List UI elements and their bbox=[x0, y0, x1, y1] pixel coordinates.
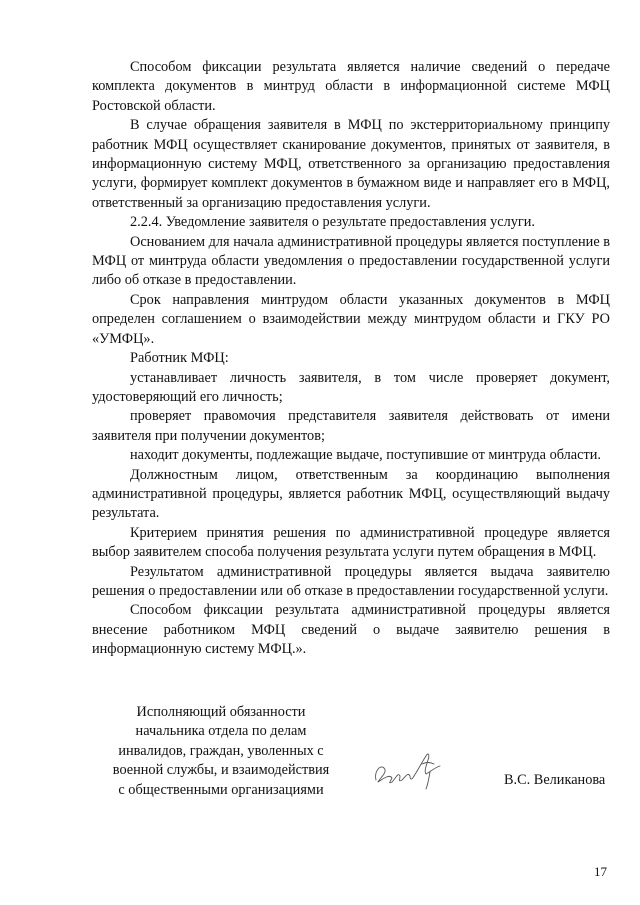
list-item: проверяет правомочия представителя заявителя действовать от имени заявителя при получении документов; bbox=[92, 408, 610, 444]
signatory-position bbox=[108, 703, 334, 800]
signer-name: В.С. Великанова bbox=[504, 772, 606, 788]
paragraph: Должностным лицом, ответственным за координацию выполнения административной процедуры, является работник МФЦ, осуществляющий выдачу результата. bbox=[92, 466, 610, 522]
page-number: 17 bbox=[594, 864, 607, 879]
section-heading: 2.2.4. Уведомление заявителя о результате предоставления услуги. bbox=[130, 214, 535, 231]
document-body bbox=[92, 58, 610, 660]
paragraph: Результатом административной процедуры является выдача заявителю решения о предоставлении или об отказе в предоставлении государственной услуги. bbox=[92, 563, 610, 599]
position-line: с общественными организациями bbox=[118, 781, 324, 798]
paragraph: Способом фиксации результата является наличие сведений о передаче комплекта документов в минтруд области в информационной системе МФЦ Ростовской области. bbox=[92, 59, 610, 114]
list-item: находит документы, подлежащие выдаче, поступившие от минтруда области. bbox=[130, 447, 601, 464]
position-line: военной службы, и взаимодействия bbox=[112, 762, 330, 779]
paragraph: Способом фиксации результата административной процедуры является внесение работником МФЦ сведений о выдаче заявителю решения в информационную систему МФЦ.». bbox=[92, 602, 610, 658]
paragraph: В случае обращения заявителя в МФЦ по экстерриториальному принципу работник МФЦ осуществляет сканирование документов, принятых от заявителя, в информационную систему МФЦ, ответственного за организацию предоставления услуги, формирует комплект документов в бумажном виде и направляет его в МФЦ, ответственный за организацию предоставления услуги. bbox=[92, 117, 610, 211]
position-line: инвалидов, граждан, уволенных с bbox=[118, 742, 324, 759]
handwritten-signature-icon bbox=[370, 742, 450, 792]
position-line: Исполняющий обязанности bbox=[136, 704, 306, 720]
position-line: начальника отдела по делам bbox=[135, 723, 307, 740]
list-item: устанавливает личность заявителя, в том числе проверяет документ, удостоверяющий его личность; bbox=[92, 369, 610, 405]
paragraph: Критерием принятия решения по административной процедуре является выбор заявителем способа получения результата услуги путем обращения в МФЦ. bbox=[92, 524, 610, 561]
paragraph: Основанием для начала административной процедуры является поступление в МФЦ от минтруда области уведомления о предоставлении государственной услуги либо об отказе в предоставлении. bbox=[92, 233, 610, 289]
paragraph: Срок направления минтрудом области указанных документов в МФЦ определен соглашением о взаимодействии между минтрудом области и ГКУ РО «УМФЦ». bbox=[92, 291, 610, 347]
paragraph: Работник МФЦ: bbox=[130, 350, 229, 367]
